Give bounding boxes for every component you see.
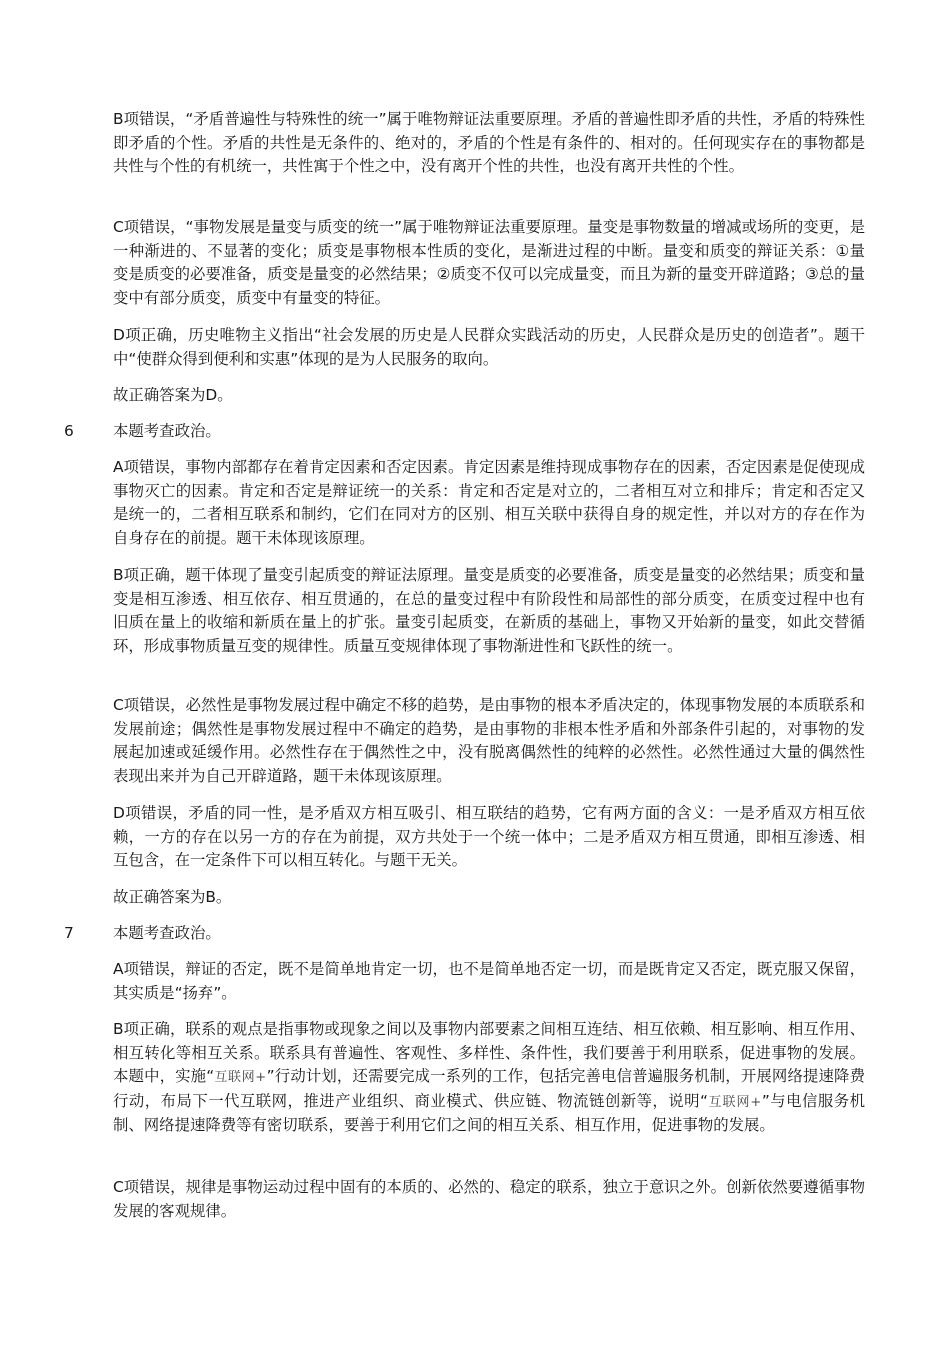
q6-option-b-explanation: B项正确，题干体现了量变引起质变的辩证法原理。量变是质变的必要准备，质变是量变的必然结果；质变和量变是相互渗透、相互依存、相互贯通的，在总的量变过程中有阶段性和局部性的部分质变，在质变过程中也有旧质在量上的收缩和新质在量上的扩张。量变引起质变，在新质的基础上，事物又开始新的量变，如此交替循环，形成事物质量互变的规律性。质量互变规律体现了事物渐进性和飞跃性的统一。 [113, 566, 865, 655]
q5-option-b-explanation: B项错误，“矛盾普遍性与特殊性的统一”属于唯物辩证法重要原理。矛盾的普遍性即矛盾的共性，矛盾的特殊性即矛盾的个性。矛盾的共性是无条件的、绝对的，矛盾的个性是有条件的、相对的。任何现实存在的事物都是共性与个性的有机统一，共性寓于个性之中，没有离开个性的共性，也没有离开共性的个性。 [113, 110, 865, 176]
q7-b-term-2: 互联网+ [708, 1094, 762, 1110]
q6-option-a-explanation: A项错误，事物内部都存在着肯定因素和否定因素。肯定因素是维持现成事物存在的因素，否定因素是促使现成事物灭亡的因素。肯定和否定是辩证统一的关系：肯定和否定是对立的，二者相互对立和排斥；肯定和否定又是统一的，二者相互联系和制约，它们在同对方的区别、相互关联中获得自身的规定性，并以对方的存在作为自身存在的前提。题干未体现该原理。 [113, 458, 865, 547]
q6-heading: 本题考查政治。 [113, 422, 221, 440]
q7-option-c-explanation: C项错误，规律是事物运动过程中固有的本质的、必然的、稳定的联系，独立于意识之外。创新依然要遵循事物发展的客观规律。 [113, 1178, 865, 1220]
q6-option-c-explanation: C项错误，必然性是事物发展过程中确定不移的趋势，是由事物的根本矛盾决定的，体现事物发展的本质联系和发展前途；偶然性是事物发展过程中不确定的趋势，是由事物的非根本性矛盾和外部条件引起的，对事物的发展起加速或延缓作用。必然性存在于偶然性之中，没有脱离偶然性的纯粹的必然性。必然性通过大量的偶然性表现出来并为自己开辟道路，题干未体现该原理。 [113, 696, 865, 785]
q7-number: 7 [64, 924, 74, 942]
q7-b-text-2: ”行动计划，还需要完成一系列的工作，包括完善电信普遍服务机制，开展网络提速降费行动，布局下一代互联网，推进产业组织、商业模式、供应链、物流链创新等，说明“ [113, 1067, 865, 1110]
q7-heading: 本题考查政治。 [113, 924, 221, 942]
q6-answer: 故正确答案为B。 [113, 888, 232, 906]
q7-b-text-3: ”与电信服务机制、网络提速降费等有密切联系，要善于利用它们之间的相互关系、相互作用，促进事物的发展。 [113, 1091, 865, 1135]
q7-option-b-explanation [113, 1018, 865, 1138]
q7-option-a-explanation: A项错误，辩证的否定，既不是简单地肯定一切，也不是简单地否定一切，而是既肯定又否定，既克服又保留，其实质是“扬弃”。 [113, 960, 865, 1002]
q5-option-c-explanation: C项错误，“事物发展是量变与质变的统一”属于唯物辩证法重要原理。量变是事物数量的增减或场所的变更，是一种渐进的、不显著的变化；质变是事物根本性质的变化，是渐进过程的中断。量变和质变的辩证关系：①量变是质变的必要准备，质变是量变的必然结果；②质变不仅可以完成量变，而且为新的量变开辟道路；③总的量变中有部分质变，质变中有量变的特征。 [113, 218, 865, 307]
q7-b-text-1: B项正确，联系的观点是指事物或现象之间以及事物内部要素之间相互连结、相互依赖、相互影响、相互作用、相互转化等相互关系。联系具有普遍性、客观性、多样性、条件性，我们要善于利用联系，促进事物的发展。本题中，实施“ [113, 1020, 865, 1086]
q7-b-term-1: 互联网+ [214, 1070, 267, 1086]
q5-answer: 故正确答案为D。 [113, 386, 233, 404]
q5-option-d-explanation: D项正确，历史唯物主义指出“社会发展的历史是人民群众实践活动的历史，人民群众是历史的创造者”。题干中“使群众得到便利和实惠”体现的是为人民服务的取向。 [113, 326, 865, 368]
q6-option-d-explanation: D项错误，矛盾的同一性，是矛盾双方相互吸引、相互联结的趋势，它有两方面的含义：一是矛盾双方相互依赖，一方的存在以另一方的存在为前提，双方共处于一个统一体中；二是矛盾双方相互贯通，即相互渗透、相互包含，在一定条件下可以相互转化。与题干无关。 [113, 804, 865, 870]
q6-number: 6 [64, 422, 74, 440]
